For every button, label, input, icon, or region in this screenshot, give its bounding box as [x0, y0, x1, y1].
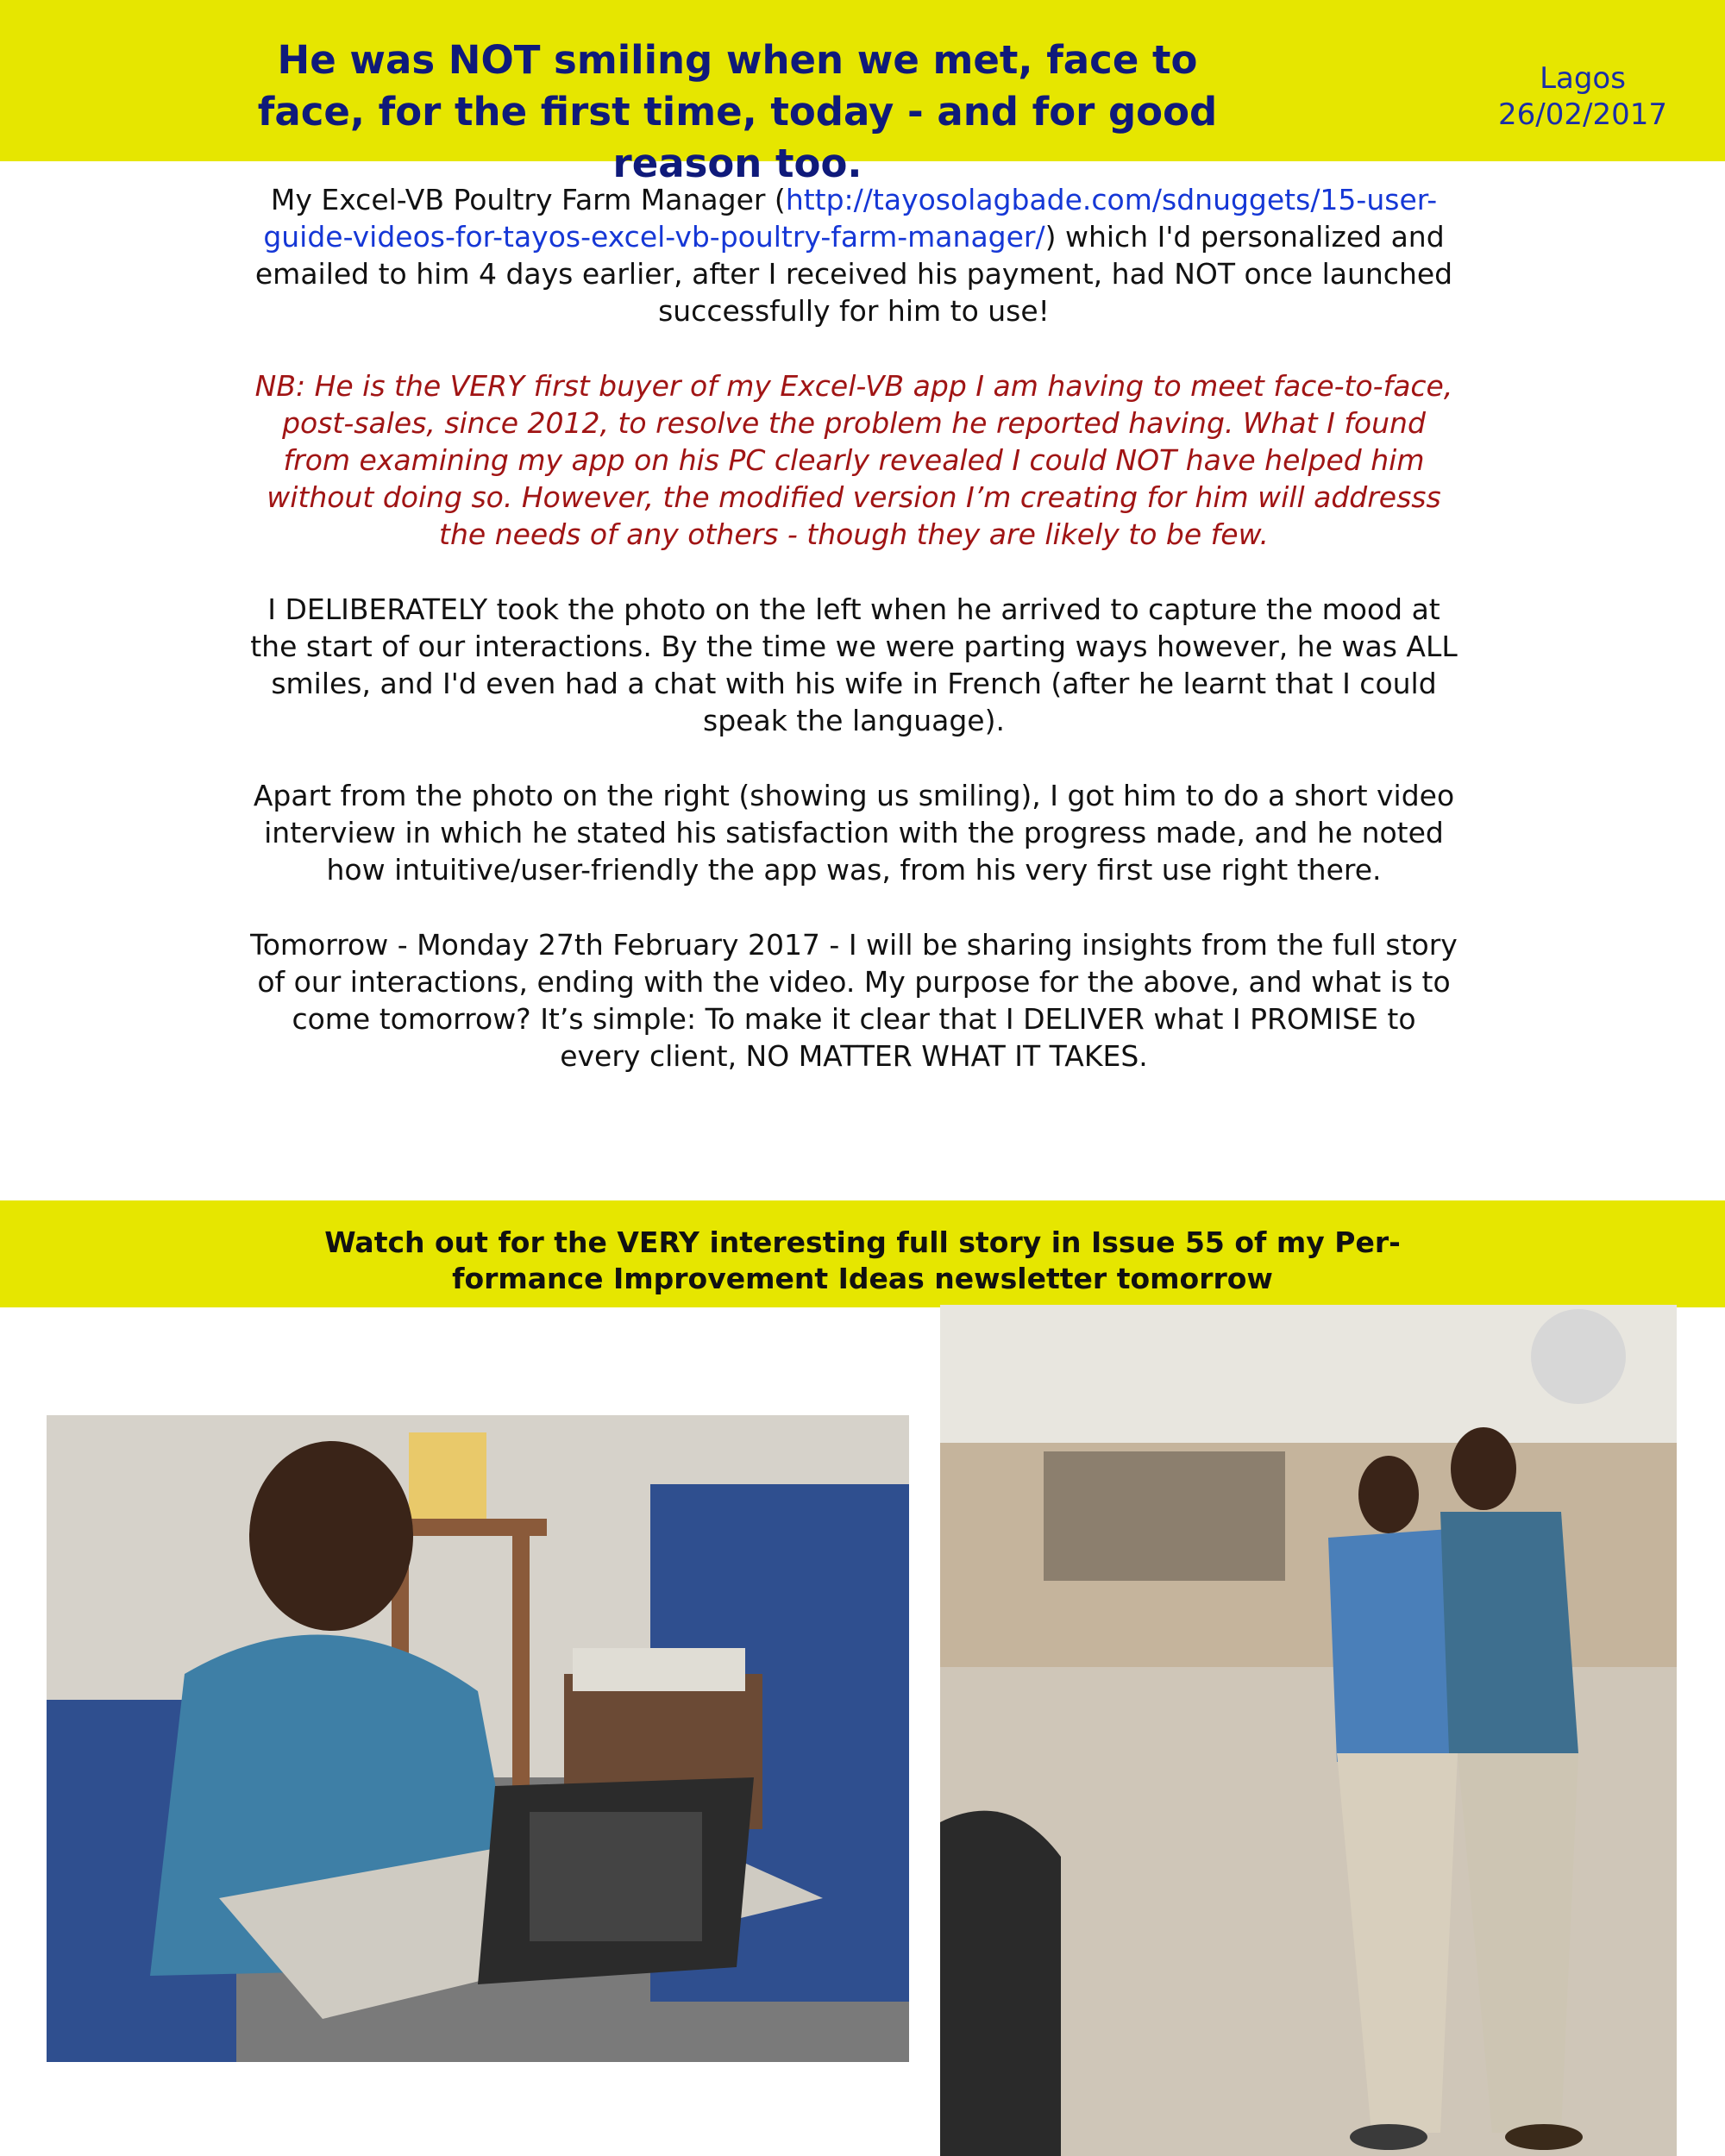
paragraph-tomorrow: Tomorrow - Monday 27th February 2017 - I will be sharing insights from the full story of our interactions, ending with the video. My purpose for the above, and what is to come tomorrow? It’s simple: To make it clear that I DELIVER what I PROMISE to every client, NO MATTER WHAT IT TAKES.: [250, 928, 1458, 1073]
user-guide-link[interactable]: http://tayosolagbade.com/sdnuggets/15-user-guide-videos-for-tayos-excel-vb-poultry-farm-manager/: [263, 183, 1438, 254]
paragraph-intro: [250, 181, 1458, 329]
paragraph-photo-left: I DELIBERATELY took the photo on the left when he arrived to capture the mood at the start of our interactions. By the time we were parting ways however, he was ALL smiles, and I'd even had a chat with his wife in French (after he learnt that I could speak the language).: [250, 592, 1458, 737]
nb-note: NB: He is the VERY first buyer of my Excel-VB app I am having to meet face-to-face, post-sales, since 2012, to resolve the problem he reported having. What I found from examining my app on his PC clearly revealed I could NOT have helped him without doing so. However, the modified version I’m creating for him will addresss the needs of any others - though they are likely to be few.: [254, 369, 1453, 551]
photo-two-men-smiling: [940, 1305, 1677, 2156]
headline: He was NOT smiling when we met, face to face, for the first time, today - and for good reason too.: [257, 37, 1218, 186]
newsletter-callout: Watch out for the VERY interesting full story in Issue 55 of my Per-formance Improvement Ideas newsletter tomorrow: [324, 1225, 1401, 1295]
intro-text-end: ) which I'd personalized and emailed to him 4 days earlier, after I received his payment, had NOT once launched successfully for him to use!: [254, 220, 1453, 328]
article-body: [250, 181, 1458, 1112]
paragraph-photo-right: Apart from the photo on the right (showing us smiling), I got him to do a short video interview in which he stated his satisfaction with the progress made, and he noted how intuitive/user-friendly the app was, from his very first use right there.: [253, 779, 1455, 887]
intro-text-start: My Excel-VB Poultry Farm Manager (: [270, 183, 786, 216]
photo-man-with-laptop: [47, 1415, 909, 2062]
dateline: [1475, 60, 1690, 133]
location-label: Lagos: [1540, 61, 1626, 96]
date-label: 26/02/2017: [1498, 97, 1667, 132]
